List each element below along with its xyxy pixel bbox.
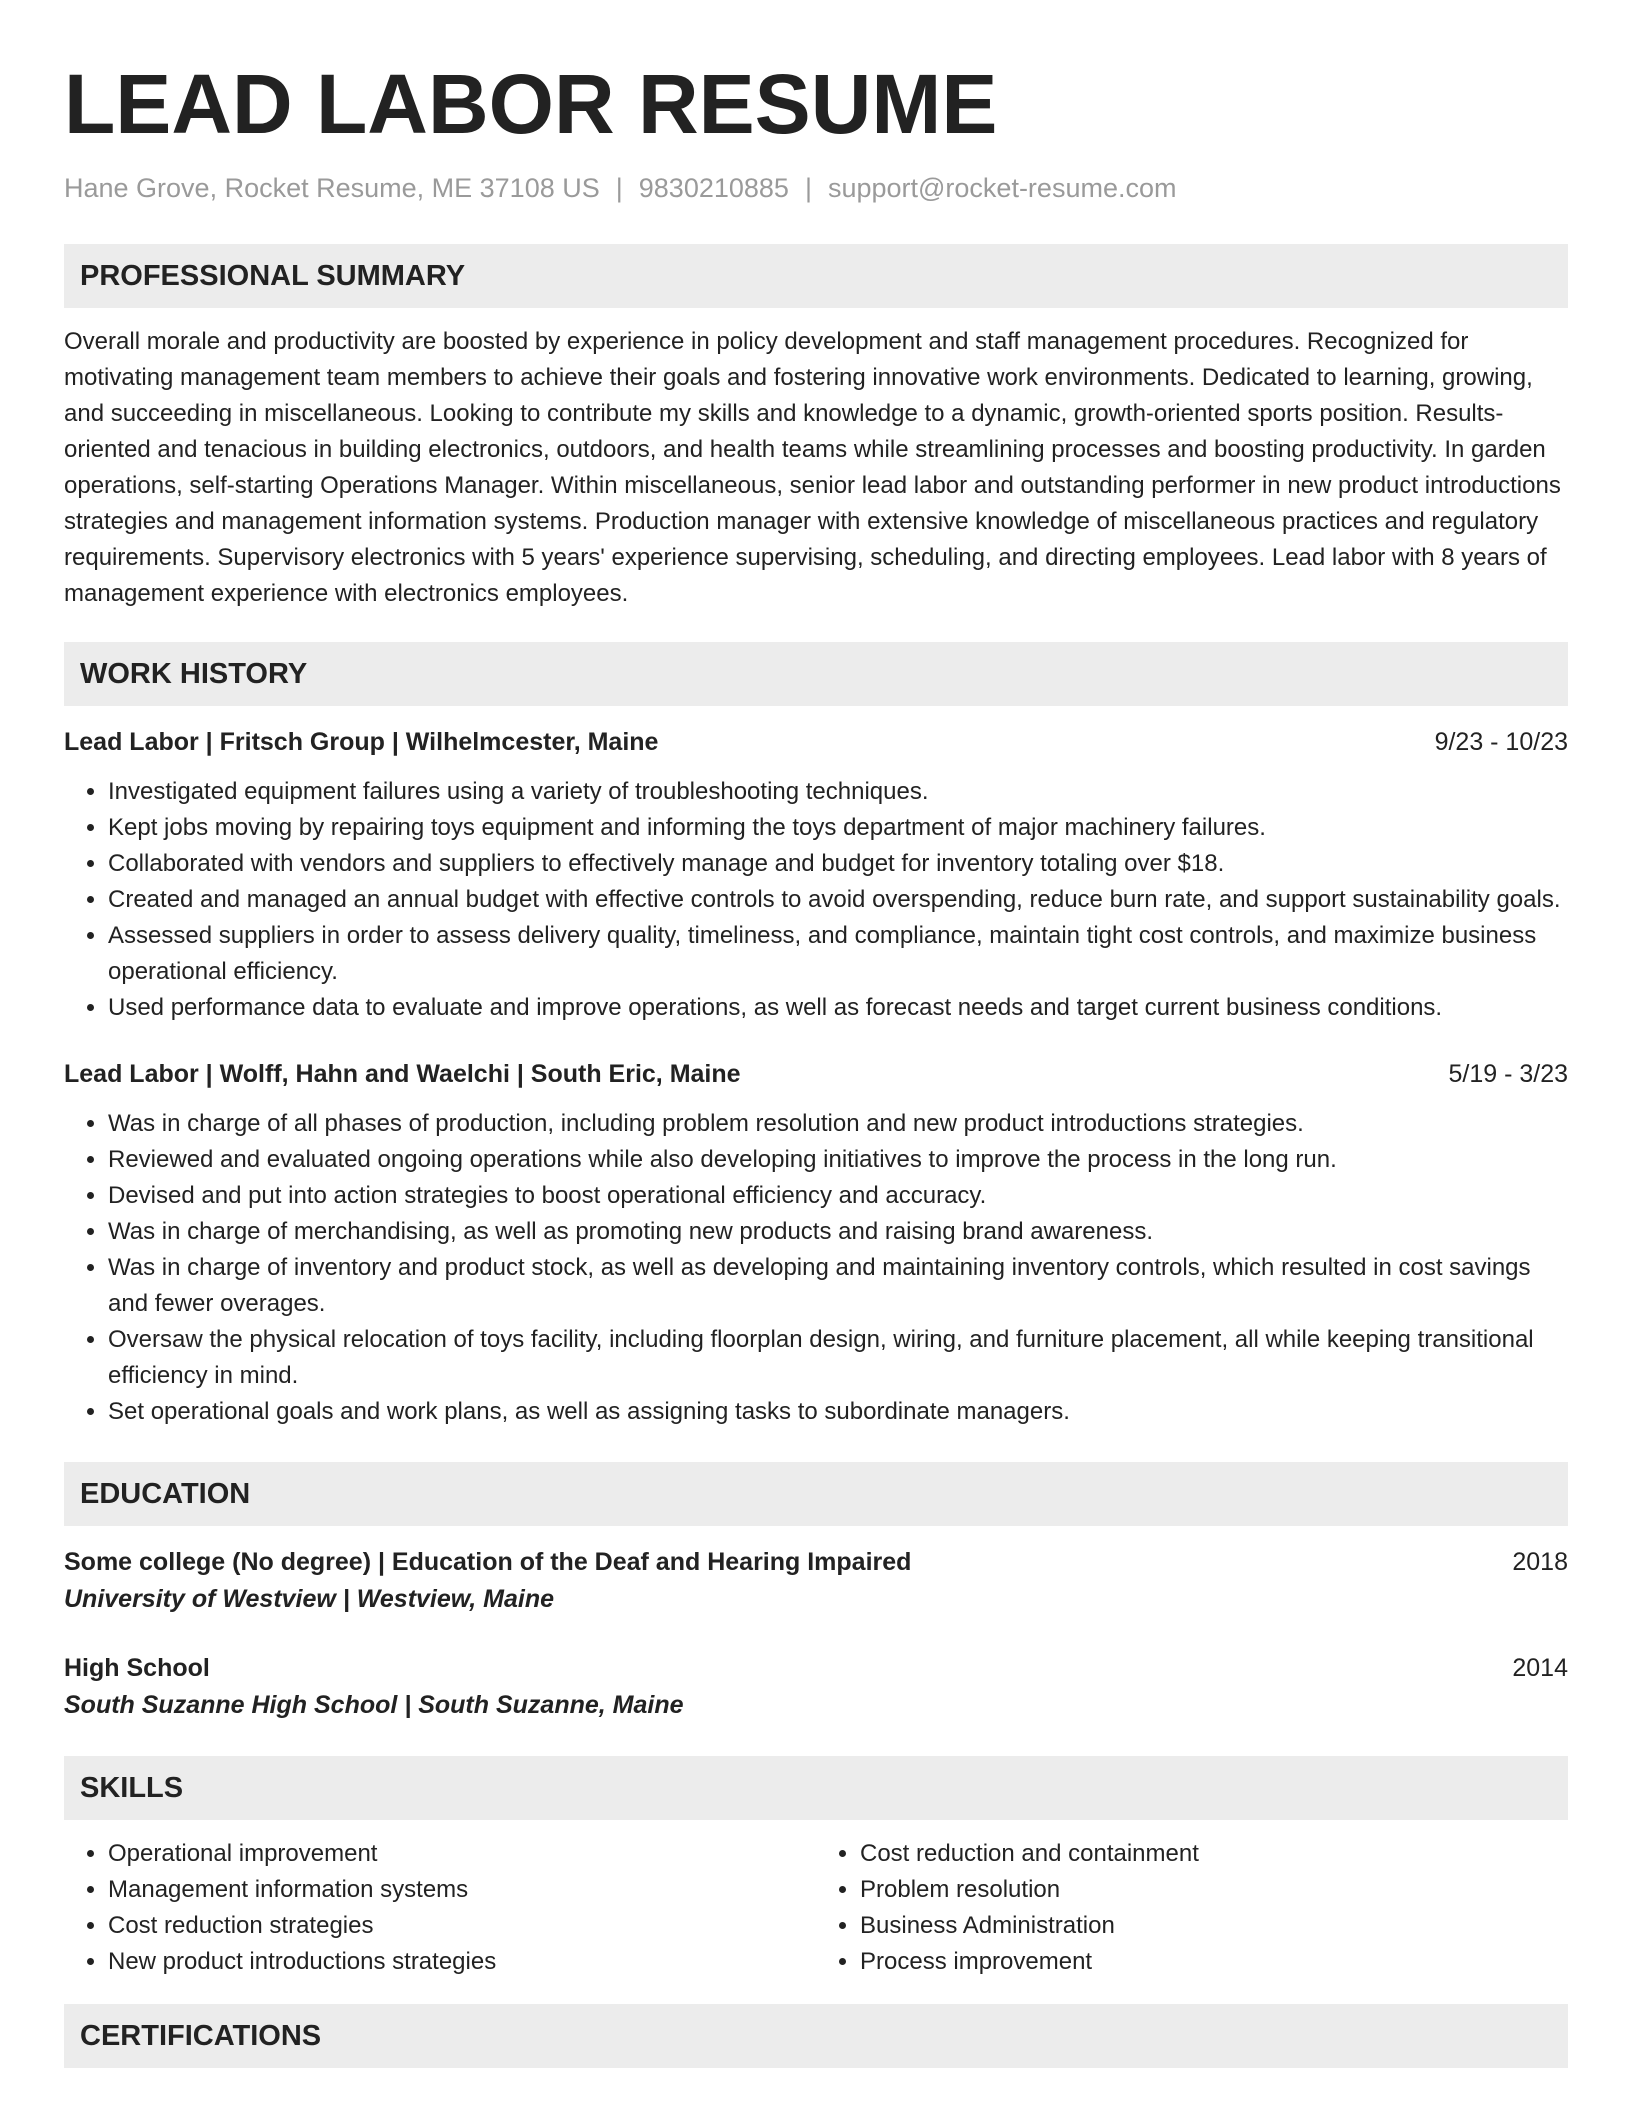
job-bullet: • Assessed suppliers in order to assess delivery quality, timeliness, and compliance, maintain tight cost controls, and maximize business operational efficiency. (108, 918, 1568, 990)
job-bullet: • Kept jobs moving by repairing toys equipment and informing the toys department of major machinery failures. (108, 810, 1568, 846)
job-bullet: • Used performance data to evaluate and improve operations, as well as forecast needs and target current business conditions. (108, 990, 1568, 1026)
job-bullet: • Reviewed and evaluated ongoing operations while also developing initiatives to improve the process in the long run. (108, 1142, 1568, 1178)
job-heading: Lead Labor | Wolff, Hahn and Waelchi | South Eric, Maine (64, 1060, 741, 1088)
job-bullet: • Was in charge of inventory and product stock, as well as developing and maintaining inventory controls, which resulted in cost savings and fewer overages. (108, 1250, 1568, 1322)
education-school: University of Westview | Westview, Maine (64, 1585, 555, 1613)
education-header (64, 1650, 1568, 1686)
job-dates: 5/19 - 3/23 (1448, 1060, 1568, 1088)
job-header (64, 1056, 1568, 1092)
job-bullet: • Set operational goals and work plans, as well as assigning tasks to subordinate managers. (108, 1394, 1568, 1430)
section-header-education: EDUCATION (64, 1462, 1568, 1526)
education-entry (64, 1650, 1568, 1724)
education-year: 2014 (1512, 1654, 1568, 1682)
contact-line (64, 170, 1568, 206)
skill-item: • Process improvement (860, 1944, 1568, 1980)
contact-phone: 9830210885 (638, 173, 789, 203)
education-year: 2018 (1512, 1548, 1568, 1576)
section-header-work-history: WORK HISTORY (64, 642, 1568, 706)
skill-item: • Management information systems (108, 1872, 816, 1908)
skills-grid (64, 1836, 1568, 1980)
contact-separator: | (615, 173, 623, 203)
summary-text: Overall morale and productivity are boosted by experience in policy development and staff management procedures. Recognized for motivating management team members to achieve their goals and fostering innovative work environments. Dedicated to learning, growing, and succeeding in miscellaneous. Looking to contribute my skills and knowledge to a dynamic, growth-oriented sports position. Results-oriented and tenacious in building electronics, outdoors, and health teams while streamlining processes and boosting productivity. In garden operations, self-starting Operations Manager. Within miscellaneous, senior lead labor and outstanding performer in new product introductions strategies and management information systems. Production manager with extensive knowledge of miscellaneous practices and regulatory requirements. Supervisory electronics with 5 years' experience supervising, scheduling, and directing employees. Lead labor with 8 years of management experience with electronics employees. (64, 328, 1561, 607)
job-bullet: • Was in charge of all phases of production, including problem resolution and new product introductions strategies. (108, 1106, 1568, 1142)
job-bullet: • Was in charge of merchandising, as well as promoting new products and raising brand awareness. (108, 1214, 1568, 1250)
education-header (64, 1544, 1568, 1580)
skill-item: • Cost reduction strategies (108, 1908, 816, 1944)
job-bullet: • Oversaw the physical relocation of toys facility, including floorplan design, wiring, and furniture placement, all while keeping transitional efficiency in mind. (108, 1322, 1568, 1394)
resume-title: LEAD LABOR RESUME (64, 57, 998, 151)
job-dates: 9/23 - 10/23 (1434, 728, 1568, 756)
education-degree: High School (64, 1654, 210, 1682)
job-bullet: • Investigated equipment failures using a variety of troubleshooting techniques. (108, 774, 1568, 810)
section-header-summary: PROFESSIONAL SUMMARY (64, 244, 1568, 308)
section-header-certifications: CERTIFICATIONS (64, 2004, 1568, 2068)
skill-item: • Cost reduction and containment (860, 1836, 1568, 1872)
job-heading: Lead Labor | Fritsch Group | Wilhelmcester, Maine (64, 728, 659, 756)
job-bullet: • Created and managed an annual budget with effective controls to avoid overspending, reduce burn rate, and support sustainability goals. (108, 882, 1568, 918)
skill-item: • New product introductions strategies (108, 1944, 816, 1980)
education-entry (64, 1544, 1568, 1618)
education-degree: Some college (No degree) | Education of the Deaf and Hearing Impaired (64, 1548, 912, 1576)
contact-email: support@rocket-resume.com (827, 173, 1177, 203)
contact-separator: | (804, 173, 812, 203)
skills-column-left (64, 1836, 816, 1980)
section-header-skills: SKILLS (64, 1756, 1568, 1820)
job-entry (64, 724, 1568, 1026)
job-bullets (64, 1106, 1568, 1430)
job-entry (64, 1056, 1568, 1430)
education-school: South Suzanne High School | South Suzanne, Maine (64, 1691, 684, 1719)
job-bullet: • Collaborated with vendors and suppliers to effectively manage and budget for inventory totaling over $18. (108, 846, 1568, 882)
skills-column-right (816, 1836, 1568, 1980)
job-bullet: • Devised and put into action strategies to boost operational efficiency and accuracy. (108, 1178, 1568, 1214)
skill-item: • Operational improvement (108, 1836, 816, 1872)
skill-item: • Problem resolution (860, 1872, 1568, 1908)
contact-address: Hane Grove, Rocket Resume, ME 37108 US (64, 173, 600, 203)
job-bullets (64, 774, 1568, 1026)
job-header (64, 724, 1568, 760)
skill-item: • Business Administration (860, 1908, 1568, 1944)
